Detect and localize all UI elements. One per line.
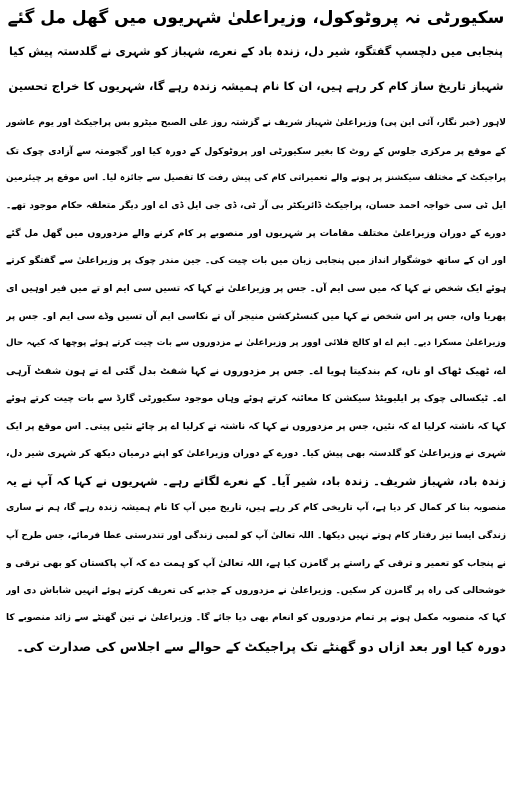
headline-sub-1: پنجابی میں دلچسپ گفتگو، شیر دل، زندہ باد کے نعرے، شہباز کو شہری نے گلدستہ پیش کیا (9, 45, 503, 58)
body-line: دورہ کیا اور بعد ازاں دو گھنٹے تک پراجیکٹ کے حوالے سے اجلاس کی صدارت کی۔ (16, 638, 506, 654)
body-line: اے۔ ٹیکسالی چوک پر ایلیویٹڈ سیکشن کا معائنہ کرتے ہوئے وہاں موجود سکیورٹی گارڈ سے بات چیت کرتے ہوئے (6, 393, 506, 404)
body-line: کے موقع پر مرکزی جلوس کے روٹ کا بغیر سکیورٹی اور پروٹوکول کے دورہ کیا اور گجومتہ سے آزادی چوک تک (6, 145, 506, 157)
body-line: دورے کے دوران وزیراعلیٰ مختلف مقامات پر شہریوں اور منصوبے پر کام کرنے والے مزدوروں میں گھل مل گئے (6, 228, 506, 239)
body-line: کہا کہ ناشتہ کرلیا اے کہ نئیں، جس پر مزدوروں نے کہا کہ ناشتہ تے کرلیا اے پر چائے نئیں پیتی۔ اس موقع پر ایک (6, 420, 506, 432)
headline-sub-2: شہباز تاریخ ساز کام کر رہے ہیں، ان کا نام ہمیشہ زندہ رہے گا، شہریوں کا خراج تحسین (8, 79, 504, 93)
body-line: پراجیکٹ کے مختلف سیکشنز پر ہونے والے تعمیراتی کام کی پیش رفت کا تفصیل سے جائزہ لیا۔ اس موقع پر چیئرمین (6, 173, 506, 183)
body-line: کہا کہ منصوبہ مکمل ہونے پر تمام مزدوروں کو انعام بھی دیا جائے گا۔ وزیراعلیٰ نے تین گھنٹے سے زائد منصوبے کا (6, 613, 506, 623)
body-line: وزیراعلیٰ مسکرا دیے۔ ایم اے او کالج فلائی اوور پر وزیراعلیٰ نے مزدوروں سے بات چیت کرتے ہوئے پوچھا کہ کیہہ حال (6, 338, 506, 348)
article-body (6, 110, 506, 660)
body-line: نے پنجاب کو تعمیر و ترقی کے راستے پر گامزن کیا ہے، اللہ تعالیٰ آپ کو ہمت دے کہ آپ پاکستان کو بھی ترقی و (6, 558, 506, 569)
headline-main: سکیورٹی نہ پروٹوکول، وزیراعلیٰ شہریوں میں گھل مل گئے (7, 8, 505, 28)
body-line: خوشحالی کی راہ پر گامزن کر سکیں۔ وزیراعلیٰ نے مزدوروں کے جذبے کی تعریف کرتے ہوئے انہیں شاباش دی اور (6, 585, 506, 596)
body-line: پھریا واں، جس پر اس شخص نے کہا میں کنسٹرکشن منیجر آں تے نکاسی ایم آں تسیں وڈے سی ایم او۔ جس پر (6, 310, 506, 322)
body-line: اے، ٹھیک ٹھاک او ناں، کم بندکیتا ہویا اے۔ جس پر مزدوروں نے کہا شفٹ بدل گئی اے تے ہون شفٹ آرہی (6, 365, 506, 377)
body-line: شہری نے وزیراعلیٰ کو گلدستہ بھی پیش کیا۔ دورے کے دوران وزیراعلیٰ کو اپنے درمیان دیکھ کر شہری شیر دل، (6, 448, 506, 459)
body-line: اور ان کے ساتھ خوشگوار انداز میں پنجابی زبان میں بات چیت کی۔ جین مندر چوک پر وزیراعلیٰ سے گفتگو کرتے (6, 255, 506, 266)
body-line: زندگی ایسا تیز رفتار کام ہوتے نہیں دیکھا۔ اللہ تعالیٰ آپ کو لمبی زندگی اور تندرستی عطا فرمائے، جس طرح آپ (6, 530, 506, 541)
body-line: ایل ٹی سی خواجہ احمد حسان، پراجیکٹ ڈائریکٹر بی آر ٹی، ڈی جی ایل ڈی اے اور دیگر متعلقہ حکام موجود تھے۔ (6, 200, 506, 211)
body-line: لاہور (خبر نگار، آئی این پی) وزیراعلیٰ شہباز شریف نے گزشتہ روز علی الصبح میٹرو بس پراجیکٹ اور یوم عاشور (6, 118, 506, 128)
body-line: زندہ باد، شہباز شریف۔ زندہ باد، شیر آیا۔ کے نعرے لگاتے رہے۔ شہریوں نے کہا کہ آپ نے یہ (6, 473, 506, 488)
body-line: ہوئے ایک شخص نے کہا کہ میں سی ایم آں۔ جس پر وزیراعلیٰ نے کہا کہ تسیں سی ایم او تے میں فیر اوہیں ای (6, 283, 506, 294)
body-line: منصوبہ بنا کر کمال کر دیا ہے، آپ تاریخی کام کر رہے ہیں، تاریخ میں آپ کا نام ہمیشہ زندہ رہے گا، ہم نے ساری (6, 503, 506, 513)
